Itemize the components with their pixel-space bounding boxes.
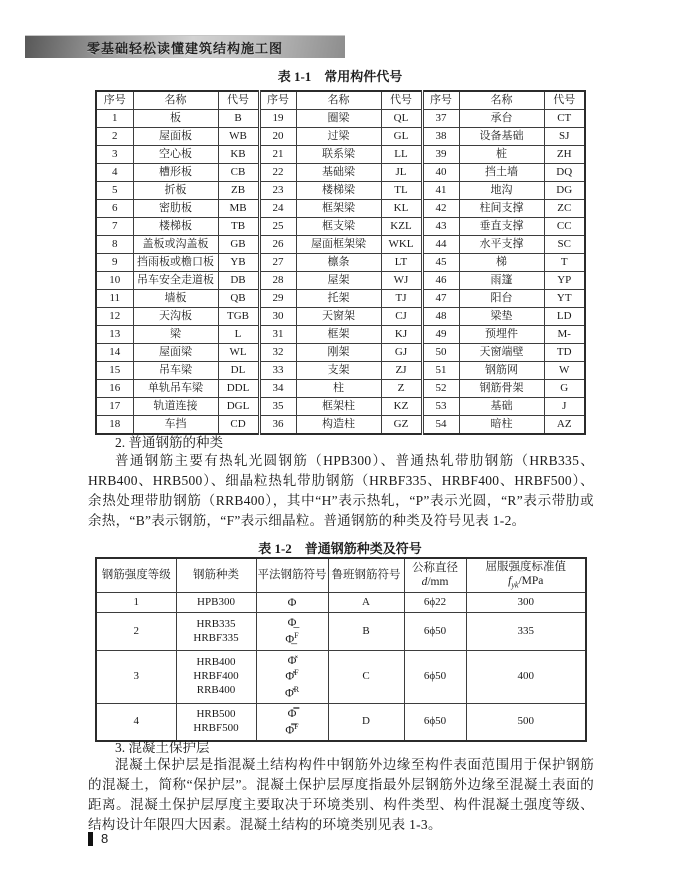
table-row — [96, 164, 585, 182]
table-1-2-title: 表 1-2 普通钢筋种类及符号 — [258, 541, 422, 556]
table-cell: 21 — [259, 146, 296, 164]
table-cell: DDL — [218, 380, 259, 398]
table-cell: 335 — [466, 613, 586, 650]
table-cell: 500 — [466, 704, 586, 742]
table-row — [96, 362, 585, 380]
table-cell: WL — [218, 344, 259, 362]
table-cell: 34 — [259, 380, 296, 398]
table-cell: 桩 — [459, 146, 544, 164]
table-cell: 承台 — [459, 110, 544, 128]
table-cell: 屋架 — [296, 272, 381, 290]
table-cell: CJ — [381, 308, 422, 326]
table-row — [96, 272, 585, 290]
table-cell: LT — [381, 254, 422, 272]
table-cell: ZC — [544, 200, 585, 218]
table-cell: 51 — [422, 362, 459, 380]
table-cell: 车挡 — [133, 416, 218, 435]
table-cell: 47 — [422, 290, 459, 308]
table-cell: 暗柱 — [459, 416, 544, 435]
table-cell: WB — [218, 128, 259, 146]
table-cell: HPB300 — [176, 592, 256, 613]
table-cell: HRB335 HRBF335 — [176, 613, 256, 650]
table-header-row — [96, 558, 586, 592]
table-cell: 42 — [422, 200, 459, 218]
page-number-bar-icon — [88, 832, 93, 846]
table-cell: 屈服强度标准值 $f_{yk}$/MPa — [466, 558, 586, 592]
book-title: 零基础轻松读懂建筑结构施工图 — [86, 40, 283, 56]
table-cell: WJ — [381, 272, 422, 290]
table-cell: YT — [544, 290, 585, 308]
table-cell: CC — [544, 218, 585, 236]
table-cell: 41 — [422, 182, 459, 200]
section-2-paragraph: 普通钢筋主要有热轧光圆钢筋（HPB300）、普通热轧带肋钢筋（HRB335、HRB400、HRB500）、细晶粒热轧带肋钢筋（HRBF335、HRBF400、HRBF500）、余热处理带肋钢筋（RRB400），其中“H”表示热轧，“P”表示光圆，“R”表示带肋或余热，“B”表示钢筋，“F”表示细晶粒。普通钢筋的种类及符号见表 1-2。 — [88, 453, 594, 528]
table-cell: TGB — [218, 308, 259, 326]
table-cell: AZ — [544, 416, 585, 435]
table-cell: 名称 — [296, 91, 381, 110]
table-cell: 48 — [422, 308, 459, 326]
table-cell: 支架 — [296, 362, 381, 380]
table-cell: 联系梁 — [296, 146, 381, 164]
table-row — [96, 128, 585, 146]
table-cell: DG — [544, 182, 585, 200]
table-cell: 柱 — [296, 380, 381, 398]
table-cell: 楼梯梁 — [296, 182, 381, 200]
table-cell: 钢筋种类 — [176, 558, 256, 592]
table-cell: DL — [218, 362, 259, 380]
table-cell: 梯 — [459, 254, 544, 272]
table-cell: 框架柱 — [296, 398, 381, 416]
table-row — [96, 290, 585, 308]
table-cell: SJ — [544, 128, 585, 146]
table-cell: 名称 — [459, 91, 544, 110]
table-cell: 40 — [422, 164, 459, 182]
table-cell: 屋面梁 — [133, 344, 218, 362]
table-cell: 屋面板 — [133, 128, 218, 146]
table-cell: 15 — [96, 362, 133, 380]
table-cell: KL — [381, 200, 422, 218]
table-cell: 6 — [96, 200, 133, 218]
table-cell: 12 — [96, 308, 133, 326]
table-cell: YP — [544, 272, 585, 290]
table-cell: QL — [381, 110, 422, 128]
table-cell: CB — [218, 164, 259, 182]
table-1-2-container — [95, 557, 585, 742]
table-cell: 7 — [96, 218, 133, 236]
table-cell: 过梁 — [296, 128, 381, 146]
table-cell: 18 — [96, 416, 133, 435]
table-cell: 3 — [96, 650, 176, 704]
table-cell: 16 — [96, 380, 133, 398]
table-cell: 29 — [259, 290, 296, 308]
table-cell: Z — [381, 380, 422, 398]
table-cell: MB — [218, 200, 259, 218]
table-cell: 槽形板 — [133, 164, 218, 182]
table-cell: 37 — [422, 110, 459, 128]
table-cell: 框架 — [296, 326, 381, 344]
table-cell: 天沟板 — [133, 308, 218, 326]
table-cell: ZB — [218, 182, 259, 200]
table-cell: 屋面框架梁 — [296, 236, 381, 254]
table-cell: 35 — [259, 398, 296, 416]
table-cell: 梁垫 — [459, 308, 544, 326]
table-cell: 38 — [422, 128, 459, 146]
table-cell: 天窗端壁 — [459, 344, 544, 362]
components-table — [95, 90, 586, 435]
table-cell: DQ — [544, 164, 585, 182]
table-cell: 构造柱 — [296, 416, 381, 435]
table-row — [96, 218, 585, 236]
table-cell: 2 — [96, 613, 176, 650]
table-cell: 26 — [259, 236, 296, 254]
table-cell: ZH — [544, 146, 585, 164]
table-cell: 雨篷 — [459, 272, 544, 290]
table-cell: 54 — [422, 416, 459, 435]
table-cell: HRB500 HRBF500 — [176, 704, 256, 742]
table-cell: 序号 — [422, 91, 459, 110]
table-cell: 27 — [259, 254, 296, 272]
table-cell: 6ϕ50 — [404, 704, 466, 742]
table-cell: 20 — [259, 128, 296, 146]
table-cell: 阳台 — [459, 290, 544, 308]
table-cell: 钢筋强度等级 — [96, 558, 176, 592]
table-cell: Φ̲ Φ̲$^F$ — [256, 613, 328, 650]
table-cell: CD — [218, 416, 259, 435]
table-cell: KB — [218, 146, 259, 164]
table-cell: 挡土墙 — [459, 164, 544, 182]
rebar-table — [95, 557, 587, 742]
table-cell: 平法钢筋符号 — [256, 558, 328, 592]
table-cell: 13 — [96, 326, 133, 344]
table-cell: 2 — [96, 128, 133, 146]
table-cell: GJ — [381, 344, 422, 362]
table-cell: 1 — [96, 110, 133, 128]
table-row — [96, 344, 585, 362]
table-cell: GL — [381, 128, 422, 146]
table-header-row — [96, 91, 585, 110]
table-cell: 圈梁 — [296, 110, 381, 128]
page-number: 8 — [101, 831, 109, 846]
table-cell: 代号 — [218, 91, 259, 110]
table-cell: 设备基础 — [459, 128, 544, 146]
table-cell: 框架梁 — [296, 200, 381, 218]
page-number-block — [88, 831, 108, 846]
table-cell: 9 — [96, 254, 133, 272]
table-cell: L — [218, 326, 259, 344]
chapter-header-bar — [25, 35, 345, 58]
table-cell: 1 — [96, 592, 176, 613]
table-row — [96, 326, 585, 344]
table-cell: KJ — [381, 326, 422, 344]
table-cell: 50 — [422, 344, 459, 362]
table-row — [96, 110, 585, 128]
table-cell: 53 — [422, 398, 459, 416]
table-cell: Φ — [256, 592, 328, 613]
table-cell: KZ — [381, 398, 422, 416]
table-cell: 33 — [259, 362, 296, 380]
table-cell: GB — [218, 236, 259, 254]
table-cell: 柱间支撑 — [459, 200, 544, 218]
table-cell: 地沟 — [459, 182, 544, 200]
table-cell: 4 — [96, 164, 133, 182]
table-cell: 墙板 — [133, 290, 218, 308]
table-cell: LD — [544, 308, 585, 326]
table-cell: 25 — [259, 218, 296, 236]
table-cell: 公称直径 d/mm — [404, 558, 466, 592]
table-cell: 盖板或沟盖板 — [133, 236, 218, 254]
table-cell: 密肋板 — [133, 200, 218, 218]
table-cell: 8 — [96, 236, 133, 254]
table-cell: TD — [544, 344, 585, 362]
table-cell: 6ϕ22 — [404, 592, 466, 613]
table-cell: 钢筋骨架 — [459, 380, 544, 398]
table-cell: Φ̽ Φ̽$^F$ Φ̽$^R$ — [256, 650, 328, 704]
table-cell: 代号 — [544, 91, 585, 110]
table-1-1-container — [95, 90, 585, 435]
table-cell: 11 — [96, 290, 133, 308]
table-row — [96, 200, 585, 218]
table-cell: J — [544, 398, 585, 416]
table-cell: 45 — [422, 254, 459, 272]
table-cell: 吊车安全走道板 — [133, 272, 218, 290]
table-row — [96, 182, 585, 200]
table-row — [96, 308, 585, 326]
section-3-heading: 3. 混凝土保护层 — [115, 740, 210, 755]
table-cell: 刚架 — [296, 344, 381, 362]
table-row — [96, 650, 586, 704]
table-cell: 预埋件 — [459, 326, 544, 344]
table-cell: 天窗架 — [296, 308, 381, 326]
table-cell: 檩条 — [296, 254, 381, 272]
table-cell: 300 — [466, 592, 586, 613]
table-cell: 43 — [422, 218, 459, 236]
table-row — [96, 254, 585, 272]
table-cell: 名称 — [133, 91, 218, 110]
table-cell: B — [328, 613, 404, 650]
section-2-heading: 2. 普通钢筋的种类 — [115, 435, 223, 450]
table-cell: 托架 — [296, 290, 381, 308]
table-cell: B — [218, 110, 259, 128]
table-cell: 22 — [259, 164, 296, 182]
table-cell: 吊车梁 — [133, 362, 218, 380]
table-row — [96, 592, 586, 613]
table-cell: 板 — [133, 110, 218, 128]
section-3-paragraph: 混凝土保护层是指混凝土结构构件中钢筋外边缘至构件表面范围用于保护钢筋的混凝土，简称“保护层”。混凝土保护层厚度指最外层钢筋外边缘至混凝土表面的距离。混凝土保护层厚度主要取决于环境类别、构件类型、构件混凝土强度等级、结构设计年限四大因素。混凝土结构的环境类别见表 1-3。 — [88, 757, 594, 832]
table-cell: KZL — [381, 218, 422, 236]
table-row — [96, 613, 586, 650]
table-cell: 基础梁 — [296, 164, 381, 182]
table-cell: 44 — [422, 236, 459, 254]
table-cell: LL — [381, 146, 422, 164]
table-cell: C — [328, 650, 404, 704]
table-cell: JL — [381, 164, 422, 182]
table-cell: TL — [381, 182, 422, 200]
table-cell: 6ϕ50 — [404, 650, 466, 704]
table-cell: YB — [218, 254, 259, 272]
table-cell: G — [544, 380, 585, 398]
table-cell: 轨道连接 — [133, 398, 218, 416]
table-1-1-title: 表 1-1 常用构件代号 — [277, 69, 403, 84]
table-cell: 46 — [422, 272, 459, 290]
table-cell: 400 — [466, 650, 586, 704]
table-cell: 28 — [259, 272, 296, 290]
table-cell: 代号 — [381, 91, 422, 110]
table-cell: SC — [544, 236, 585, 254]
table-cell: 鲁班钢筋符号 — [328, 558, 404, 592]
table-cell: 空心板 — [133, 146, 218, 164]
table-cell: 19 — [259, 110, 296, 128]
table-cell: 6ϕ50 — [404, 613, 466, 650]
table-cell: GZ — [381, 416, 422, 435]
table-cell: 4 — [96, 704, 176, 742]
table-cell: ZJ — [381, 362, 422, 380]
table-cell: T — [544, 254, 585, 272]
table-cell: HRB400 HRBF400 RRB400 — [176, 650, 256, 704]
table-cell: M- — [544, 326, 585, 344]
table-row — [96, 236, 585, 254]
table-cell: 框支梁 — [296, 218, 381, 236]
table-cell: 折板 — [133, 182, 218, 200]
table-cell: 钢筋网 — [459, 362, 544, 380]
table-cell: 水平支撑 — [459, 236, 544, 254]
table-cell: DGL — [218, 398, 259, 416]
table-cell: 单轨吊车梁 — [133, 380, 218, 398]
table-cell: 31 — [259, 326, 296, 344]
table-cell: CT — [544, 110, 585, 128]
table-cell: 垂直支撑 — [459, 218, 544, 236]
table-cell: 39 — [422, 146, 459, 164]
table-cell: 梁 — [133, 326, 218, 344]
table-cell: 序号 — [259, 91, 296, 110]
table-cell: Φ̿ Φ̿$^F$ — [256, 704, 328, 742]
table-cell: 14 — [96, 344, 133, 362]
table-cell: 49 — [422, 326, 459, 344]
table-cell: WKL — [381, 236, 422, 254]
table-cell: D — [328, 704, 404, 742]
table-cell: 17 — [96, 398, 133, 416]
table-row — [96, 398, 585, 416]
table-cell: DB — [218, 272, 259, 290]
table-cell: TB — [218, 218, 259, 236]
table-cell: 23 — [259, 182, 296, 200]
table-cell: 3 — [96, 146, 133, 164]
table-cell: 52 — [422, 380, 459, 398]
table-cell: 32 — [259, 344, 296, 362]
table-row — [96, 380, 585, 398]
table-row — [96, 146, 585, 164]
table-cell: 5 — [96, 182, 133, 200]
table-cell: 基础 — [459, 398, 544, 416]
table-cell: TJ — [381, 290, 422, 308]
table-cell: 序号 — [96, 91, 133, 110]
table-cell: 30 — [259, 308, 296, 326]
table-cell: 36 — [259, 416, 296, 435]
table-cell: W — [544, 362, 585, 380]
table-cell: 24 — [259, 200, 296, 218]
table-cell: A — [328, 592, 404, 613]
table-cell: 10 — [96, 272, 133, 290]
table-cell: 挡雨板或檐口板 — [133, 254, 218, 272]
table-cell: QB — [218, 290, 259, 308]
table-cell: 楼梯板 — [133, 218, 218, 236]
